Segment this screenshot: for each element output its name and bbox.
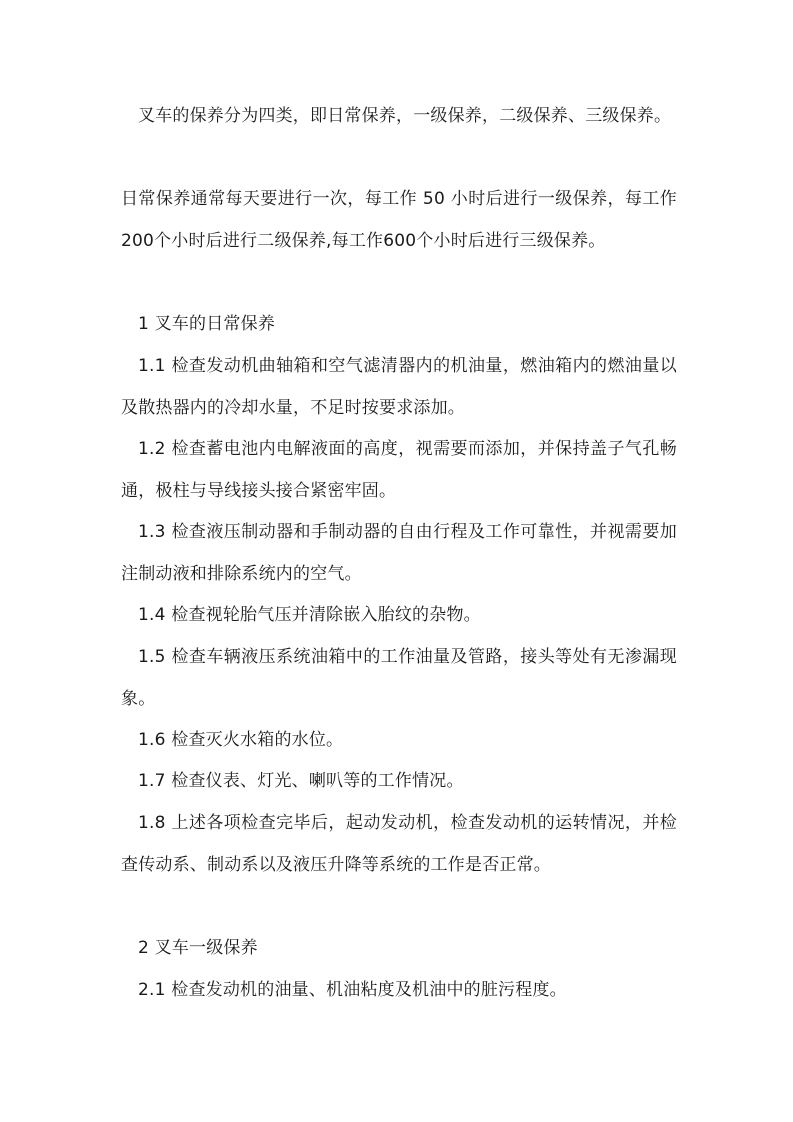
section2-item-2-1: 2.1 检查发动机的油量、机油粘度及机油中的脏污程度。 — [138, 980, 567, 1000]
section1-item-1-2: 1.2 检查蓄电池内电解液面的高度，视需要而添加，并保持盖子气孔畅通，极柱与导线接头接合紧密牢固。 — [121, 439, 677, 501]
intro-paragraph: 叉车的保养分为四类，即日常保养，一级保养，二级保养、三级保养。 — [138, 106, 672, 126]
section1-item-1-3: 1.3 检查液压制动器和手制动器的自由行程及工作可靠性，并视需要加注制动液和排除系统内的空气。 — [121, 522, 677, 584]
schedule-paragraph: 日常保养通常每天要进行一次，每工作 50 小时后进行一级保养，每工作200个小时后进行二级保养,每工作600个小时后进行三级保养。 — [121, 189, 677, 251]
section1-item-1-5: 1.5 检查车辆液压系统油箱中的工作油量及管路，接头等处有无渗漏现象。 — [121, 647, 677, 709]
section1-item-1-8: 1.8 上述各项检查完毕后，起动发动机，检查发动机的运转情况，并检查传动系、制动系以及液压升降等系统的工作是否正常。 — [121, 813, 677, 875]
section1-item-1-1: 1.1 检查发动机曲轴箱和空气滤清器内的机油量，燃油箱内的燃油量以及散热器内的冷却水量，不足时按要求添加。 — [121, 356, 677, 418]
section1-item-1-4: 1.4 检查视轮胎气压并清除嵌入胎纹的杂物。 — [138, 605, 481, 625]
section2-heading: 2 叉车一级保养 — [138, 938, 258, 958]
section1-item-1-6: 1.6 检查灭火水箱的水位。 — [138, 730, 344, 750]
section1-heading: 1 叉车的日常保养 — [138, 314, 276, 334]
section1-item-1-7: 1.7 检查仪表、灯光、喇叭等的工作情况。 — [138, 771, 464, 791]
